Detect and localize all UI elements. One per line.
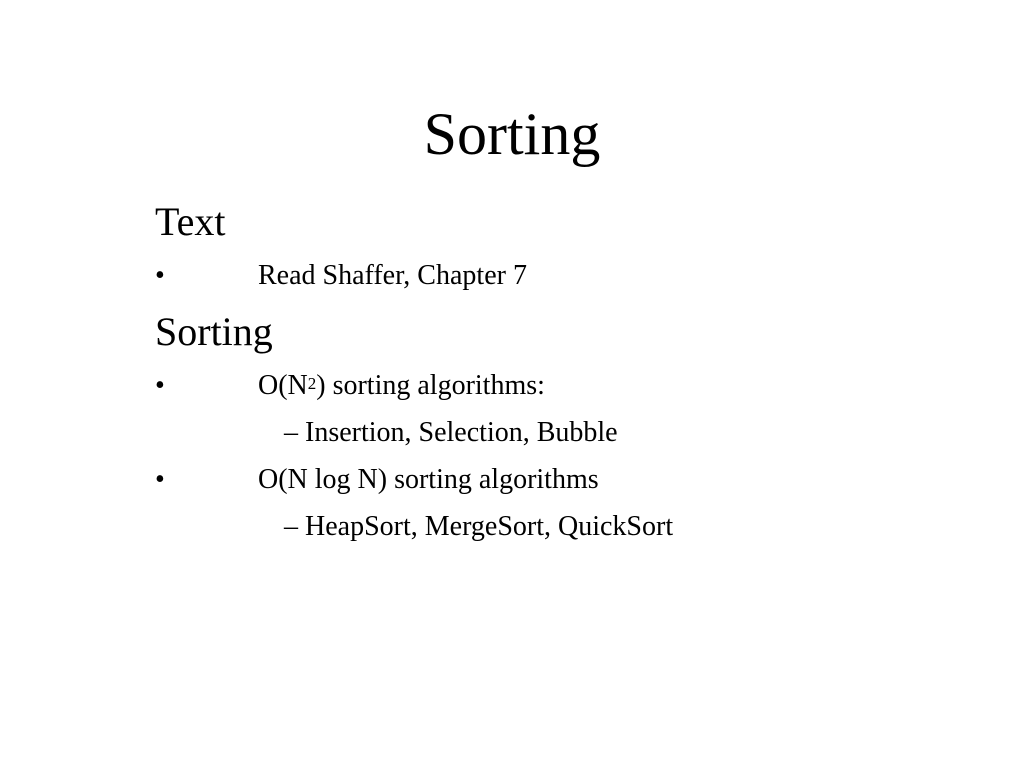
dash-icon: – (284, 417, 298, 448)
bullet-text: O(N log N) sorting algorithms (258, 464, 599, 495)
sub-item (284, 510, 673, 544)
bullet-text (258, 369, 545, 403)
section-heading-text: Text (155, 199, 226, 244)
sub-item-text: Insertion, Selection, Bubble (305, 417, 618, 448)
bullet-icon: • (155, 370, 165, 401)
section-heading-sorting: Sorting (155, 309, 273, 354)
bullet-icon: • (155, 464, 165, 495)
bullet-text-suffix: ) sorting algorithms: (316, 370, 545, 401)
sub-item-text: HeapSort, MergeSort, QuickSort (305, 511, 674, 542)
dash-icon: – (284, 511, 298, 542)
bullet-text: Read Shaffer, Chapter 7 (258, 260, 527, 291)
superscript: 2 (307, 374, 317, 393)
sub-item (284, 416, 618, 450)
bullet-text-prefix: O(N (258, 370, 308, 401)
slide-title: Sorting (423, 101, 601, 167)
bullet-icon: • (155, 260, 165, 291)
